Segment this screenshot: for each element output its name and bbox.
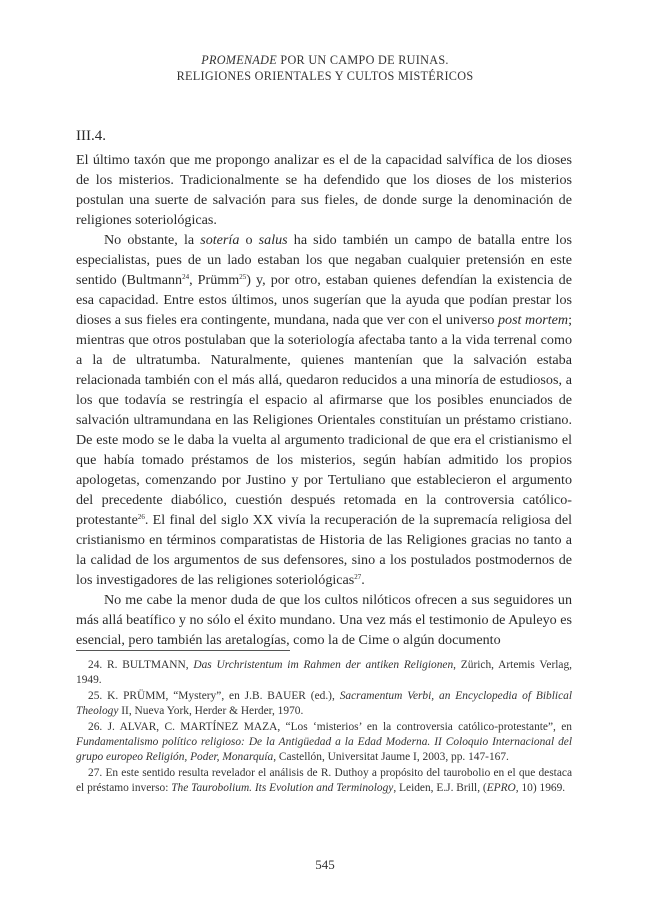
body-text xyxy=(76,150,572,650)
p2-text-d: , Prümm xyxy=(189,272,240,288)
p2-soteria: sotería xyxy=(200,232,240,248)
footnote-ref-24[interactable]: 24 xyxy=(182,273,190,281)
p2-text-g: . El final del siglo XX vivía la recuperación de la supremacía religiosa del cristianismo en términos comparatistas de Historia de las Religiones gracias no tanto a la calidad de los argumentos de sus defensores, sino a los postulados postmodernos de los investigadores de las religiones soteriológicas xyxy=(76,512,572,588)
p2-text-f: ; mientras que otros postulaban que la soteriología afectaba tanto a la vida terrenal como a la de ultratumba. Naturalmente, quienes mantenían que la salvación estaba relacionada también con el más allá, quedaron reducidos a una minoría de estudiosos, a los que todavía se restringía el espacio al afirmarse que los posibles enunciados de salvación ultramundana en las Religiones Orientales constituían un préstamo cristiano. De este modo se le daba la vuelta al argumento tradicional de que era el cristianismo el que había tomado préstamos de los misterios, según habían admitido los propios apologetas, comenzando por Justino y por Tertuliano que establecieron el argumento del precedente diabólico, cuestión después retomada en la controversia católico-protestante xyxy=(76,312,573,528)
footnotes xyxy=(76,658,572,797)
p2-salus: salus xyxy=(258,232,288,248)
running-head-line-2: RELIGIONES ORIENTALES Y CULTOS MISTÉRICOS xyxy=(176,69,474,83)
paragraph-2 xyxy=(76,230,572,590)
paragraph-3: No me cabe la menor duda de que los cultos nilóticos ofrecen a sus seguidores un más allá beatífico y no sólo el éxito mundano. Una vez más el testimonio de Apuleyo es esencial, pero también las aretalogías, como la de Cime o algún documento xyxy=(76,592,572,648)
footnote-26 xyxy=(76,720,572,765)
footnote-25 xyxy=(76,689,572,719)
running-head-italic: PROMENADE xyxy=(201,53,278,67)
fn25-text-a: 25. K. PRÜMM, “Mystery”, en J.B. BAUER (ed.), xyxy=(88,690,340,702)
footnote-ref-26[interactable]: 26 xyxy=(137,513,145,521)
section-heading: III.4. xyxy=(76,128,106,144)
footnote-ref-25[interactable]: 25 xyxy=(239,273,247,281)
fn25-text-b: II, Nueva York, Herder & Herder, 1970. xyxy=(118,705,304,717)
fn27-epro: EPRO, xyxy=(486,782,519,794)
footnote-27 xyxy=(76,766,572,796)
fn24-text-b: , Zürich, Artemis Verlag, 1949. xyxy=(76,659,572,686)
p2-post-mortem: post mortem xyxy=(497,312,569,328)
fn27-text-a: 27. En este sentido resulta revelador el análisis de R. Duthoy a propósito del taurobolio en el que destaca el préstamo inverso: xyxy=(76,767,572,794)
paragraph-1: El último taxón que me propongo analizar es el de la capacidad salvífica de los dioses de los misterios. Tradicionalmente se ha defendido que los dioses de los misterios postulan una suerte de salvación para sus fieles, de donde surge la denominación de religiones soteriológicas. xyxy=(76,152,572,228)
fn26-text-a: 26. J. ALVAR, C. MARTÍNEZ MAZA, “Los ‘misterios’ en la controversia católico-protestante”, en xyxy=(88,721,572,733)
p2-text-a: No obstante, la xyxy=(104,232,201,248)
running-head xyxy=(0,52,650,84)
p2-text-h: . xyxy=(361,572,365,588)
fn27-text-b: , Leiden, E.J. Brill, ( xyxy=(393,782,487,794)
footnote-divider xyxy=(76,650,290,651)
fn26-title: Fundamentalismo político religioso: De la Antigüedad a la Edad Moderna. II Coloquio Internacional del grupo europeo Religión, Poder, Monarquía xyxy=(76,736,572,763)
running-head-rest: POR UN CAMPO DE RUINAS. xyxy=(277,53,449,67)
fn24-text-a: 24. R. BULTMANN, xyxy=(88,659,194,671)
fn24-title: Das Urchristentum im Rahmen der antiken Religionen xyxy=(193,659,454,671)
p2-text-c: ha sido también un campo de batalla entre los especialistas, pues de un lado estaban los que negaban cualquier pretensión en este sentido (Bultmann xyxy=(76,232,573,288)
fn27-title: The Taurobolium. Its Evolution and Terminology xyxy=(171,782,394,794)
running-head-line-1 xyxy=(0,52,650,68)
fn27-text-c: 10) 1969. xyxy=(518,782,566,794)
footnote-24 xyxy=(76,658,572,688)
fn26-text-b: , Castellón, Universitat Jaume I, 2003, pp. 147-167. xyxy=(273,751,509,763)
p2-text-b: o xyxy=(239,232,259,248)
footnote-ref-27[interactable]: 27 xyxy=(354,573,362,581)
p2-text-e: ) y, por otro, estaban quienes defendían la existencia de esa capacidad. Entre estos últimos, unos sugerían que la ayuda que podían prestar los dioses a sus fieles era contingente, mundana, nada que ver con el universo xyxy=(76,272,572,328)
page-number: 545 xyxy=(315,857,335,872)
fn25-title: Sacramentum Verbi, an Encyclopedia of Biblical Theology xyxy=(76,690,572,717)
